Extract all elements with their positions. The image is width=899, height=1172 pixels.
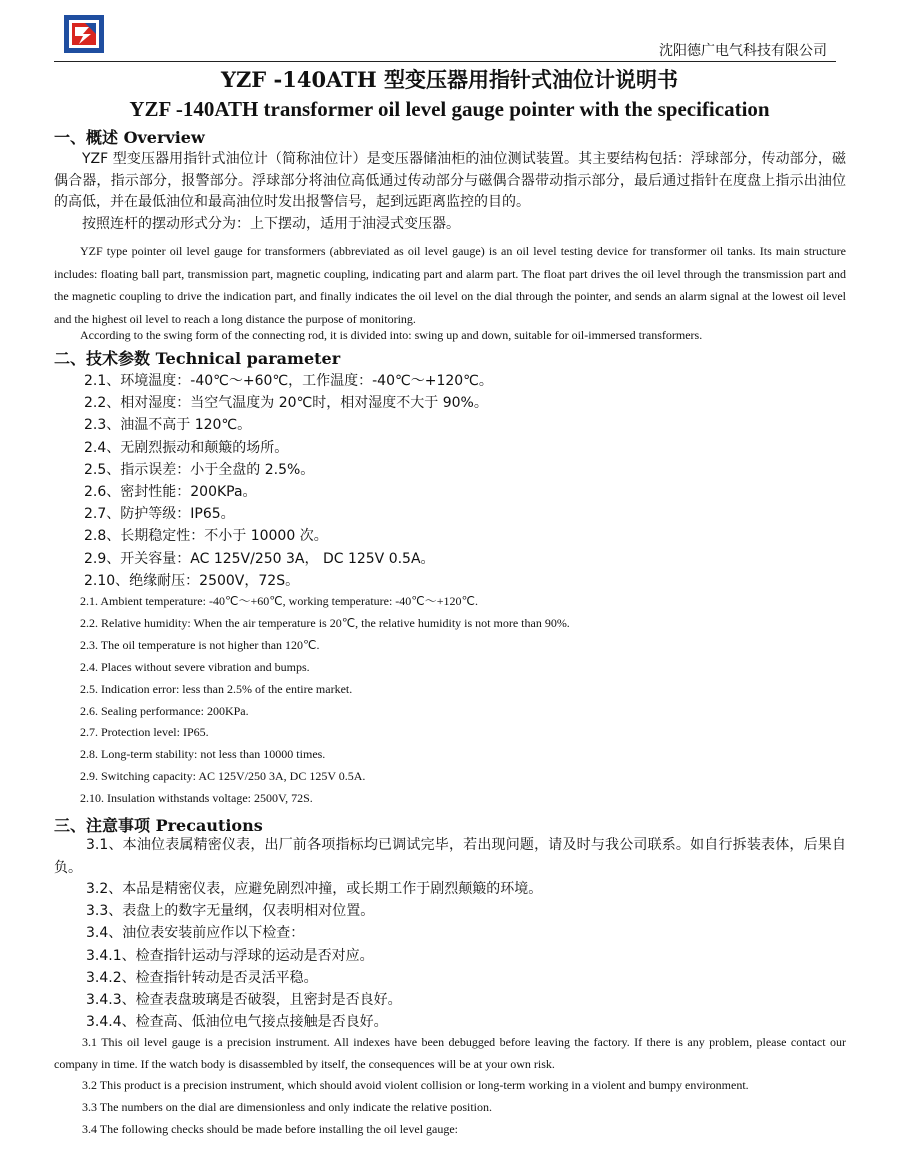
technical-en-list [80,591,570,810]
technical-heading: 二、技术参数 Technical parameter [54,349,341,368]
list-item: 3.4、油位表安装前应作以下检查： [86,925,305,942]
list-item: 2.10、绝缘耐压：2500V，72S。 [84,572,300,589]
list-item: 2.3、油温不高于 120℃。 [84,417,252,434]
title-en: YZF -140ATH transformer oil level gauge pointer with the specification [129,97,770,121]
overview-heading: 一、概述 Overview [54,128,205,147]
list-item: 2.2. Relative humidity: When the air temperature is 20℃, the relative humidity is not more than 90%. [80,615,570,630]
list-item: 2.1. Ambient temperature: -40℃～+60℃, working temperature: -40℃～+120℃. [80,594,479,608]
overview-en-paragraph-1: YZF type pointer oil level gauge for transformers (abbreviated as oil level gauge) is an oil level testing device for transformer oil tanks. Its main structure includes: floating ball part, transmission part, magnetic coupling, indicating part and alarm part. The float part drives the oil level through the transmission part and the magnetic coupling to drive the indication part, and finally indicates the oil level on the dial through the pointer, and sends an alarm signal at the lowest oil level and the highest oil level to reach a long distance the purpose of monitoring. [54,244,846,326]
list-item: 3.4.3、检查表盘玻璃是否破裂，且密封是否良好。 [86,992,402,1009]
overview-en-paragraph-2: According to the swing form of the connecting rod, it is divided into: swing up and down, suitable for oil-immersed transformers. [80,328,703,342]
list-item: 3.2、本品是精密仪表，应避免剧烈冲撞，或长期工作于剧烈颠簸的环境。 [86,881,543,897]
company-logo-icon [63,14,105,54]
list-item: 2.4. Places without severe vibration and bumps. [80,659,310,674]
list-item: 2.9、开关容量：AC 125V/250 3A， DC 125V 0.5A。 [84,550,435,567]
title-cn: YZF -140ATH 型变压器用指针式油位计说明书 [220,67,678,92]
list-item: 2.5. Indication error: less than 2.5% of the entire market. [80,681,353,696]
list-item: 3.2 This product is a precision instrument, which should avoid violent collision or long-term working in a violent and bumpy environment. [82,1078,749,1092]
technical-cn-list [84,370,493,592]
precautions-cn-list [86,878,542,1033]
list-item: 2.7、防护等级：IP65。 [84,506,235,523]
precautions-en-list [82,1075,749,1140]
overview-cn-paragraph-2: 按照连杆的摆动形式分为：上下摆动，适用于油浸式变压器。 [82,216,460,232]
list-item: 2.3. The oil temperature is not higher than 120℃. [80,637,320,652]
list-item: 2.2、相对湿度：当空气温度为 20℃时，相对湿度不大于 90%。 [84,395,488,412]
list-item: 2.8. Long-term stability: not less than 10000 times. [80,747,326,762]
precautions-heading: 三、注意事项 Precautions [54,816,263,835]
list-item: 2.5、指示误差：小于全盘的 2.5%。 [84,461,315,478]
list-item: 3.4.4、检查高、低油位电气接点接触是否良好。 [86,1014,388,1031]
list-item: 2.6. Sealing performance: 200KPa. [80,703,249,718]
list-item: 2.1、环境温度：-40℃～+60℃，工作温度：-40℃～+120℃。 [84,373,493,389]
precautions-cn-paragraph-1: 3.1、本油位表属精密仪表，出厂前各项指标均已调试完毕，若出现问题，请及时与我公司联系。如自行拆装表体，后果自负。 [54,837,846,876]
precautions-en-paragraph-1: 3.1 This oil level gauge is a precision instrument. All indexes have been debugged before leaving the factory. If there is any problem, please contact our company in time. If the watch body is disassembled by itself, the consequences will be at your own risk. [54,1035,846,1071]
list-item: 3.4.1、检查指针运动与浮球的运动是否对应。 [86,947,374,964]
overview-cn-paragraph-1: YZF 型变压器用指针式油位计（简称油位计）是变压器储油柜的油位测试装置。其主要结构包括：浮球部分，传动部分，磁偶合器，指示部分，报警部分。浮球部分将油位高低通过传动部分与磁偶合器带动指示部分，最后通过指针在度盘上指示出油位的高低，并在最低油位和最高油位时发出报警信号，起到远距离监控的目的。 [54,151,846,210]
header-divider [54,61,836,62]
list-item: 3.3、表盘上的数字无量纲，仅表明相对位置。 [86,903,375,920]
list-item: 2.9. Switching capacity: AC 125V/250 3A, DC 125V 0.5A. [80,769,366,784]
list-item: 2.10. Insulation withstands voltage: 2500V, 72S. [80,791,313,806]
list-item: 3.4.2、检查指针转动是否灵活平稳。 [86,969,318,986]
list-item: 3.4 The following checks should be made before installing the oil level gauge: [82,1121,459,1136]
list-item: 2.6、密封性能：200KPa。 [84,484,257,501]
list-item: 2.8、长期稳定性：不小于 10000 次。 [84,528,328,545]
company-name: 沈阳德广电气科技有限公司 [659,43,827,59]
list-item: 2.4、无剧烈振动和颠簸的场所。 [84,439,289,456]
list-item: 3.3 The numbers on the dial are dimensionless and only indicate the relative position. [82,1099,493,1114]
list-item: 2.7. Protection level: IP65. [80,725,209,740]
